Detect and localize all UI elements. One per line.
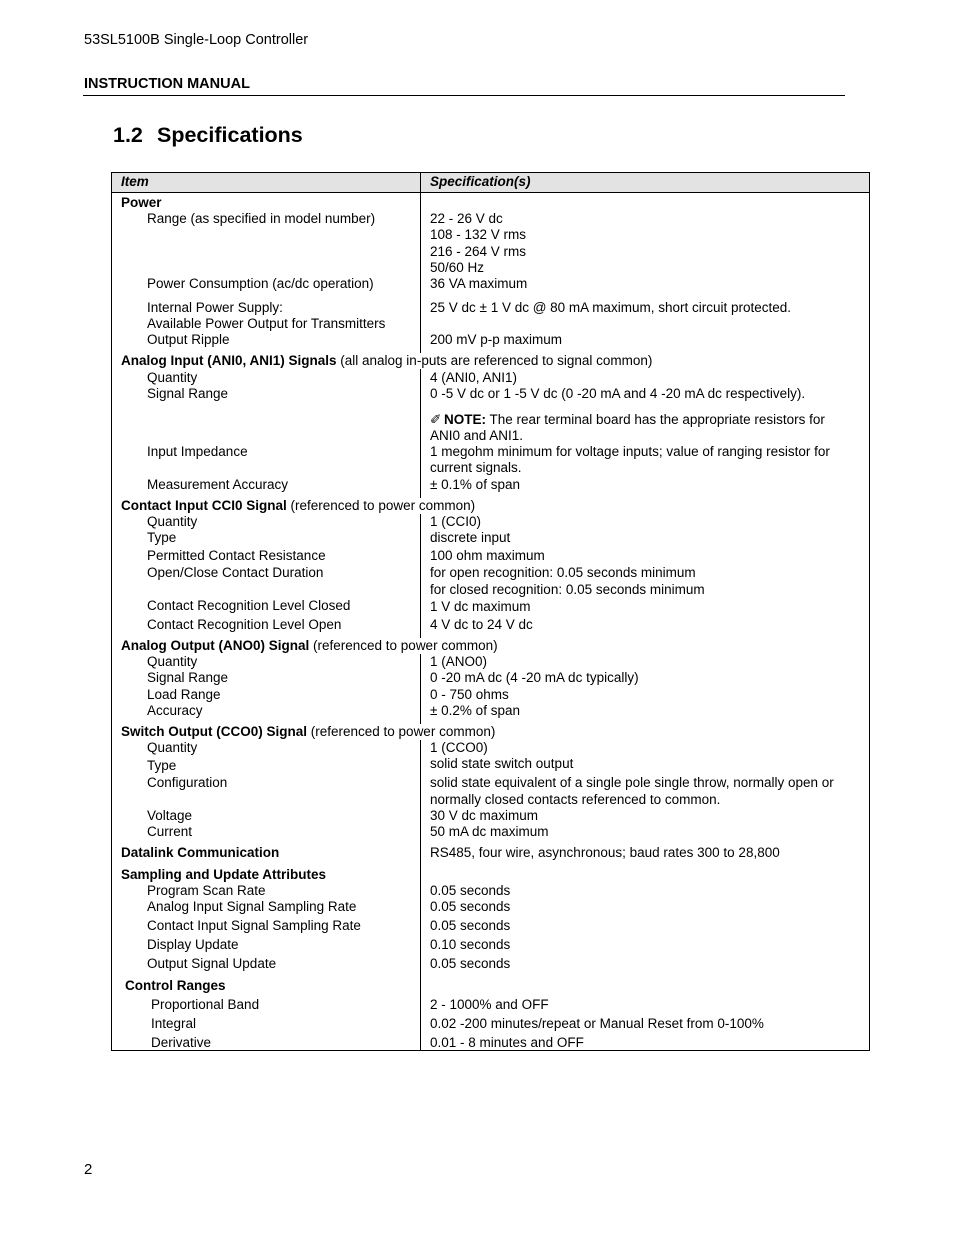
contact-input-duration-value-1: for open recognition: 0.05 seconds minimum xyxy=(430,565,696,580)
sampling-value: 0.05 seconds xyxy=(430,918,511,933)
power-ripple-label: Output Ripple xyxy=(147,332,230,347)
datalink-value: RS485, four wire, asynchronous; baud rates 300 to 28,800 xyxy=(430,845,780,860)
switch-output-config-value-2: normally closed contacts referenced to common. xyxy=(430,792,721,807)
analog-input-accuracy-value: ± 0.1% of span xyxy=(430,477,520,492)
power-range-value-4: 50/60 Hz xyxy=(430,260,485,275)
contact-input-quantity-value: 1 (CCI0) xyxy=(430,514,482,529)
note-label: NOTE: xyxy=(444,412,486,427)
contact-input-quantity-label: Quantity xyxy=(147,514,198,529)
column-divider xyxy=(420,173,421,1050)
power-internal-label-2: Available Power Output for Transmitters xyxy=(147,316,386,331)
analog-input-heading xyxy=(121,353,654,369)
switch-output-current-value: 50 mA dc maximum xyxy=(430,824,549,839)
analog-input-impedance-label: Input Impedance xyxy=(147,444,248,459)
analog-output-quantity-label: Quantity xyxy=(147,654,198,669)
header-rule xyxy=(83,95,845,96)
section-number: 1.2 xyxy=(113,123,143,147)
sampling-value: 0.10 seconds xyxy=(430,937,511,952)
analog-input-note-line-1 xyxy=(430,412,825,428)
switch-output-type-value: solid state switch output xyxy=(430,756,574,771)
analog-input-range-label: Signal Range xyxy=(147,386,229,401)
analog-input-note: (all analog in-puts are referenced to signal common) xyxy=(336,353,653,368)
switch-output-type-label: Type xyxy=(147,758,177,773)
header-item: Item xyxy=(121,174,149,189)
header-spec: Specification(s) xyxy=(430,174,531,189)
switch-output-heading xyxy=(121,724,497,740)
analog-output-quantity-value: 1 (ANO0) xyxy=(430,654,488,669)
doc-title: 53SL5100B Single-Loop Controller xyxy=(84,32,309,48)
analog-input-note-line-2: ANI0 and ANI1. xyxy=(430,428,524,443)
switch-output-note: (referenced to power common) xyxy=(307,724,496,739)
datalink-title: Datalink Communication xyxy=(121,845,280,860)
switch-output-voltage-value: 30 V dc maximum xyxy=(430,808,539,823)
analog-output-note: (referenced to power common) xyxy=(309,638,498,653)
power-internal-label-1: Internal Power Supply: xyxy=(147,300,283,315)
power-range-label: Range (as specified in model number) xyxy=(147,211,376,226)
sampling-label: Analog Input Signal Sampling Rate xyxy=(147,899,357,914)
analog-output-range-value: 0 -20 mA dc (4 -20 mA dc typically) xyxy=(430,670,639,685)
table-header xyxy=(112,173,869,193)
note-text: The rear terminal board has the appropriate resistors for xyxy=(486,412,825,427)
analog-input-impedance-value-2: current signals. xyxy=(430,460,522,475)
sampling-value: 0.05 seconds xyxy=(430,883,511,898)
page-number: 2 xyxy=(84,1161,93,1178)
analog-output-accuracy-value: ± 0.2% of span xyxy=(430,703,520,718)
spec-table xyxy=(111,172,870,1051)
analog-input-range-value: 0 -5 V dc or 1 -5 V dc (0 -20 mA and 4 -20 mA dc respectively). xyxy=(430,386,806,401)
control-label: Integral xyxy=(151,1016,197,1031)
control-value: 2 - 1000% and OFF xyxy=(430,997,549,1012)
sampling-label: Display Update xyxy=(147,937,239,952)
switch-output-config-value-1: solid state equivalent of a single pole single throw, normally open or xyxy=(430,775,834,790)
power-title: Power xyxy=(121,195,162,210)
control-value: 0.02 -200 minutes/repeat or Manual Reset from 0-100% xyxy=(430,1016,764,1031)
analog-output-title: Analog Output (ANO0) Signal xyxy=(121,638,310,653)
power-range-value-2: 108 - 132 V rms xyxy=(430,227,527,242)
analog-input-accuracy-label: Measurement Accuracy xyxy=(147,477,289,492)
contact-input-note: (referenced to power common) xyxy=(286,498,476,513)
sampling-value: 0.05 seconds xyxy=(430,899,511,914)
sampling-value: 0.05 seconds xyxy=(430,956,511,971)
contact-input-title: Contact Input CCI0 Signal xyxy=(121,498,287,513)
contact-input-closed-label: Contact Recognition Level Closed xyxy=(147,598,351,613)
analog-output-range-label: Signal Range xyxy=(147,670,229,685)
sampling-label: Program Scan Rate xyxy=(147,883,266,898)
switch-output-current-label: Current xyxy=(147,824,193,839)
switch-output-title: Switch Output (CCO0) Signal xyxy=(121,724,307,739)
power-ripple-value: 200 mV p-p maximum xyxy=(430,332,563,347)
power-internal-value: 25 V dc ± 1 V dc @ 80 mA maximum, short circuit protected. xyxy=(430,300,791,315)
power-range-value-1: 22 - 26 V dc xyxy=(430,211,503,226)
analog-input-title: Analog Input (ANI0, ANI1) Signals xyxy=(121,353,337,368)
sampling-label: Output Signal Update xyxy=(147,956,277,971)
contact-input-closed-value: 1 V dc maximum xyxy=(430,599,531,614)
contact-input-resistance-label: Permitted Contact Resistance xyxy=(147,548,326,563)
control-label: Derivative xyxy=(151,1035,212,1050)
switch-output-voltage-label: Voltage xyxy=(147,808,193,823)
switch-output-quantity-value: 1 (CCO0) xyxy=(430,740,488,755)
control-value: 0.01 - 8 minutes and OFF xyxy=(430,1035,584,1050)
switch-output-quantity-label: Quantity xyxy=(147,740,198,755)
contact-input-open-label: Contact Recognition Level Open xyxy=(147,617,342,632)
section-title: Specifications xyxy=(157,123,303,147)
analog-output-load-label: Load Range xyxy=(147,687,221,702)
analog-input-impedance-value-1: 1 megohm minimum for voltage inputs; value of ranging resistor for xyxy=(430,444,830,459)
analog-input-quantity-label: Quantity xyxy=(147,370,198,385)
analog-output-accuracy-label: Accuracy xyxy=(147,703,203,718)
switch-output-config-label: Configuration xyxy=(147,775,228,790)
pencil-icon: ✐ xyxy=(430,412,442,427)
power-consumption-label: Power Consumption (ac/dc operation) xyxy=(147,276,374,291)
contact-input-type-value: discrete input xyxy=(430,530,511,545)
contact-input-heading xyxy=(121,498,477,514)
sampling-label: Contact Input Signal Sampling Rate xyxy=(147,918,361,933)
contact-input-resistance-value: 100 ohm maximum xyxy=(430,548,545,563)
analog-output-heading xyxy=(121,638,500,654)
control-label: Proportional Band xyxy=(151,997,260,1012)
analog-input-quantity-value: 4 (ANI0, ANI1) xyxy=(430,370,518,385)
section-heading xyxy=(113,123,303,148)
analog-output-load-value: 0 - 750 ohms xyxy=(430,687,509,702)
power-range-value-3: 216 - 264 V rms xyxy=(430,244,527,259)
manual-label: INSTRUCTION MANUAL xyxy=(84,76,250,92)
sampling-title: Sampling and Update Attributes xyxy=(121,867,327,882)
contact-input-type-label: Type xyxy=(147,530,177,545)
contact-input-open-value: 4 V dc to 24 V dc xyxy=(430,617,533,632)
control-title: Control Ranges xyxy=(125,978,226,993)
contact-input-duration-label: Open/Close Contact Duration xyxy=(147,565,324,580)
power-consumption-value: 36 VA maximum xyxy=(430,276,528,291)
contact-input-duration-value-2: for closed recognition: 0.05 seconds minimum xyxy=(430,582,705,597)
